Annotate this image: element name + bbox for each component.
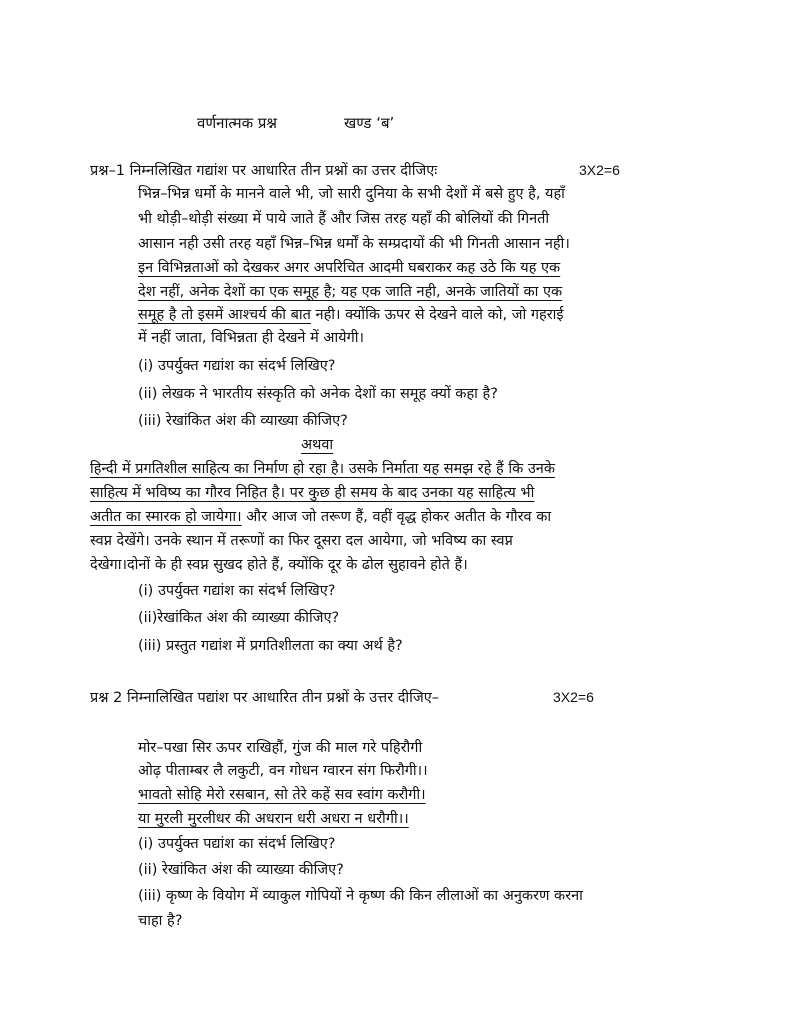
sub-question: (iii) कृष्ण के वियोग में व्याकुल गोपियों ने कृष्ण की किन लीलाओं का अनुकरण करना xyxy=(138,888,583,904)
or-divider: अथवा xyxy=(301,437,334,453)
sub-question: (ii) रेखांकित अंश की व्याख्या कीजिए? xyxy=(138,862,344,878)
plain-segment: नही। क्योंकि ऊपर से देखने वाले को, जो गहराई xyxy=(310,307,564,323)
sub-question: (i) उपर्युक्त पद्यांश का संदर्भ लिखिए? xyxy=(138,836,336,852)
passage-line-underlined: हिन्दी में प्रगतिशील साहित्य का निर्माण हो रहा है। उसके निर्माता यह समझ रहे हैं कि उनके xyxy=(90,461,555,477)
passage-line: भिन्न–भिन्न धर्मो के मानने वाले भी, जो सारी दुनिया के सभी देशों में बसे हुए है, यहाँ xyxy=(138,186,565,202)
underlined-segment: अतीत का स्मारक हो जायेगा। xyxy=(90,509,242,525)
q1-title: प्रश्न–1 निम्नलिखित गद्यांश पर आधारित तीन प्रश्नों का उत्तर दीजिएः xyxy=(90,163,438,179)
passage-line: आसान नही उसी तरह यहाँ भिन्न–भिन्न धर्मों के सम्प्रदायों की भी गिनती आसान नही। xyxy=(138,236,570,252)
q2-title: प्रश्न 2 निम्नालिखित पद्यांश पर आधारित तीन प्रश्नों के उत्तर दीजिए– xyxy=(90,690,439,706)
underlined-segment: समूह है तो इसमें आश्चर्य की बात xyxy=(138,307,311,323)
poem-line-underlined: भावतो सोहि मेरो रसबान, सो तेरे कहें सव स्वांग करौगी। xyxy=(138,787,426,803)
sub-question: (i) उपर्युक्त गद्यांश का संदर्भ लिखिए? xyxy=(138,358,336,374)
q1-marks: 3X2=6 xyxy=(579,162,620,178)
section-heading: खण्ड ‘ब’ xyxy=(344,114,395,132)
poem-line: ओढ़ पीताम्बर लै लकुटी, वन गोधन ग्वारन संग फिरौगी।। xyxy=(138,763,428,779)
passage-line-underlined: देश नहीं, अनेक देशों का एक समूह है; यह एक जाति नही, अनके जातियों का एक xyxy=(138,284,563,300)
passage-line-underlined: साहित्य में भविष्य का गौरव निहित है। पर कुछ ही समय के बाद उनका यह साहित्य भी xyxy=(90,485,535,501)
sub-question: (iii) रेखांकित अंश की व्याख्या कीजिए? xyxy=(138,413,348,429)
passage-line: देखेगा।दोनों के ही स्वप्न सुखद होते हैं, क्योंकि दूर के ढोल सुहावने होते हैं। xyxy=(90,557,468,573)
sub-question-continuation: चाहा है? xyxy=(138,913,183,929)
poem-line-underlined: या मुरली मुरलीधर की अधरान धरी अधरा न धरौगी।। xyxy=(138,811,409,827)
passage-line: भी थोड़ी–थोड़ी संख्या में पाये जाते हैं और जिस तरह यहाँ की बोलियों की गिनती xyxy=(138,211,550,227)
passage-line-underlined: इन विभिन्नताओं को देखकर अगर अपरिचित आदमी घबराकर कह उठे कि यह एक xyxy=(138,260,561,276)
passage-line: में नहीं जाता, विभिन्नता ही देखने में आयेगी। xyxy=(138,330,365,346)
passage-line xyxy=(90,507,551,527)
question-type-heading: वर्णनात्मक प्रश्न xyxy=(197,114,278,132)
q2-marks: 3X2=6 xyxy=(553,689,594,705)
sub-question: (iii) प्रस्तुत गद्यांश में प्रगतिशीलता का क्या अर्थ है? xyxy=(138,638,403,654)
sub-question: (i) उपर्युक्त गद्यांश का संदर्भ लिखिए? xyxy=(138,583,336,599)
plain-segment: और आज जो तरूण हैं, वहीं वृद्ध होकर अतीत के गौरव का xyxy=(241,509,552,525)
passage-line xyxy=(138,305,564,325)
passage-line: स्वप्न देखेंगे। उनके स्थान में तरूणों का फिर दूसरा दल आयेगा, जो भविष्य का स्वप्न xyxy=(90,533,513,549)
sub-question: (ii) लेखक ने भारतीय संस्कृति को अनेक देशों का समूह क्यों कहा है? xyxy=(138,386,498,402)
sub-question: (ii)रेखांकित अंश की व्याख्या कीजिए? xyxy=(138,610,340,626)
poem-line: मोर–पखा सिर ऊपर राखिहौं, गुंज की माल गरे पहिरौगी xyxy=(138,740,423,756)
